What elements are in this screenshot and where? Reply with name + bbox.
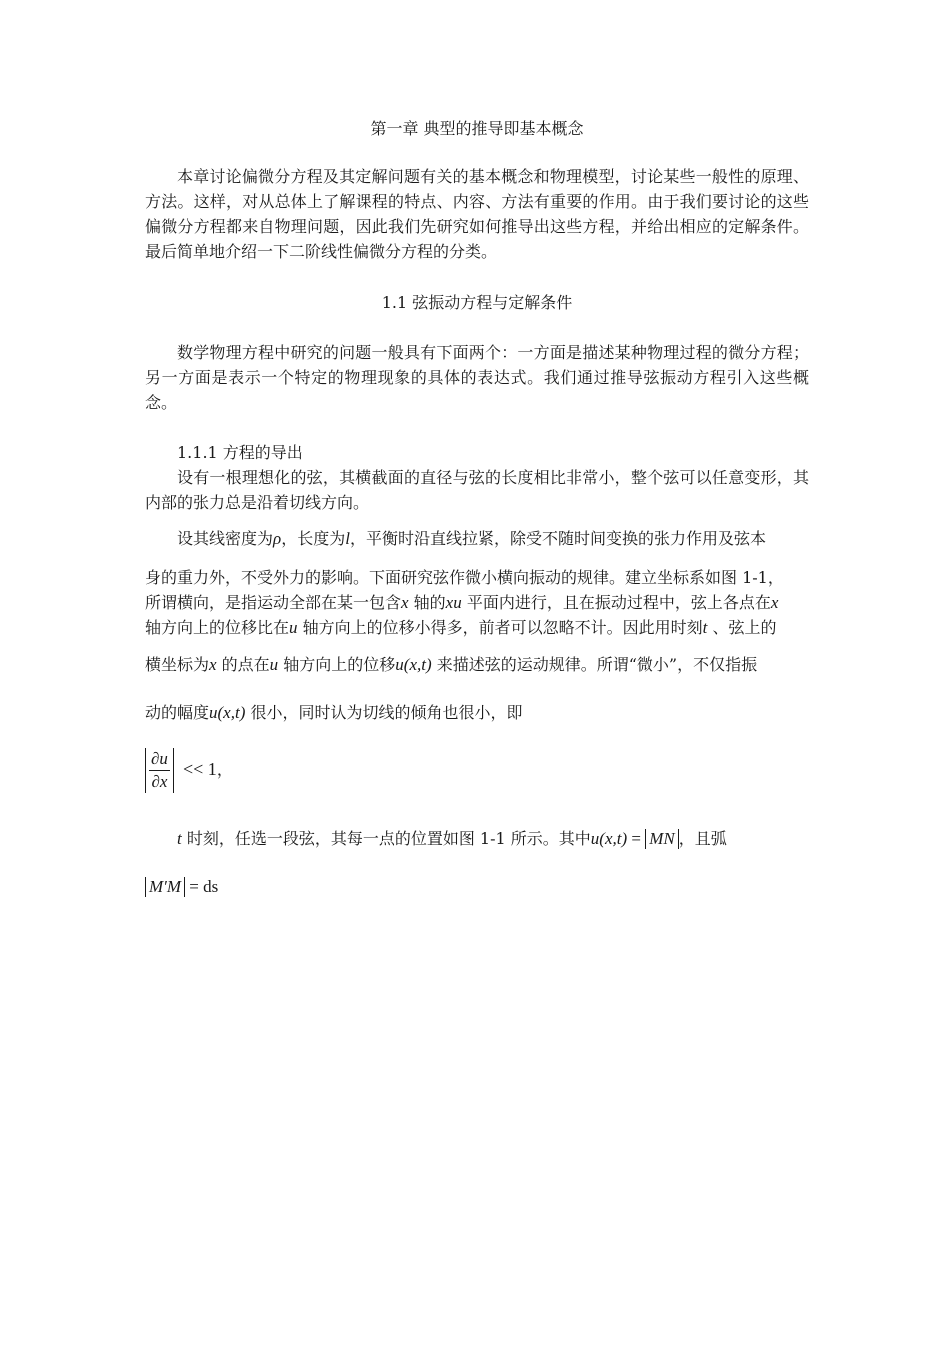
subsection-title: 1.1.1 方程的导出 (177, 443, 303, 462)
x-symbol: x (770, 593, 779, 612)
x-symbol: x (401, 593, 409, 612)
xu-symbol: xu (445, 593, 462, 612)
u-x-t-expression: u(x,t) (395, 655, 432, 674)
u-x-t-expression: u(x,t) (590, 829, 628, 848)
para4-line-4: 横坐标为x 的点在u 轴方向上的位移u(x,t) 来描述弦的运动规律。所谓“微小”，不仅指振 (145, 655, 758, 674)
l-symbol: l (345, 529, 350, 548)
u-symbol: u (269, 655, 279, 674)
u-x-t-expression: u(x,t) (209, 703, 246, 722)
amplitude-paragraph: 动的幅度u(x,t) 很小，同时认为切线的倾角也很小，即 (145, 703, 523, 722)
para3-text-3: ，平衡时沿直线拉紧，除受不随时间变换的张力作用及弦本 (349, 529, 766, 548)
para4-line-3: 轴方向上的位移比在u 轴方向上的位移小得多，前者可以忽略不计。因此用时刻t 、弦上的 (145, 618, 777, 637)
subsection-paragraph: 设有一根理想化的弦，其横截面的直径与弦的长度相比非常小，整个弦可以任意变形，其内部的张力总是沿着切线方向。 (145, 468, 809, 512)
intro-paragraph: 本章讨论偏微分方程及其定解问题有关的基本概念和物理模型，讨论某些一般性的原理、方法。这样，对从总体上了解课程的特点、内容、方法有重要的作用。由于我们要讨论的这些偏微分方程都来自物理问题，因此我们先研究如何推导出这些方程，并给出相应的定解条件。最后简单地介绍一下二阶线性偏微分方程的分类。 (145, 167, 809, 261)
ds-symbol: ds (203, 877, 219, 896)
derivative-numerator: ∂u (149, 748, 170, 771)
vibration-paragraph (145, 565, 809, 677)
u-symbol: u (289, 618, 298, 637)
position-paragraph: t 时刻，任选一段弦，其每一点的位置如图 1-1 所示。其中u(x,t) = MN ，且弧 (177, 829, 727, 848)
derivative-denominator: ∂x (151, 772, 168, 791)
section-paragraph: 数学物理方程中研究的问题一般具有下面两个：一方面是描述某种物理过程的微分方程；另一方面是表示一个特定的物理现象的具体的表达式。我们通过推导弦振动方程引入这些概念。 (145, 343, 809, 412)
rho-symbol: ρ (273, 529, 282, 548)
para4-line-2: 所谓横向，是指运动全部在某一包含x 轴的xu 平面内进行，且在振动过程中，弦上各点在x (145, 593, 779, 612)
x-symbol: x (209, 655, 217, 674)
para3-text-2: ，长度为 (281, 529, 346, 548)
para3-text-1: 设其线密度为 (177, 529, 274, 548)
mn-length: MN (645, 829, 679, 849)
arc-equation: M′M = ds (145, 874, 809, 899)
density-paragraph (177, 526, 817, 551)
abs-derivative (145, 748, 174, 793)
t-symbol: t (702, 618, 708, 637)
small-slope-inequality: $\frac{\partial u}{\partial x}$ << 1， (145, 748, 809, 793)
para4-line-1: 身的重力外，不受外力的影响。下面研究弦作微小横向振动的规律。建立坐标系如图 1-1， (145, 568, 784, 587)
inequality-rhs: << 1 (183, 759, 217, 779)
t-symbol: t (177, 829, 182, 848)
chapter-title: 第一章 典型的推导即基本概念 (370, 119, 584, 138)
arc-mm-length: M′M (145, 877, 185, 897)
section-title: 1.1 弦振动方程与定解条件 (381, 293, 573, 312)
